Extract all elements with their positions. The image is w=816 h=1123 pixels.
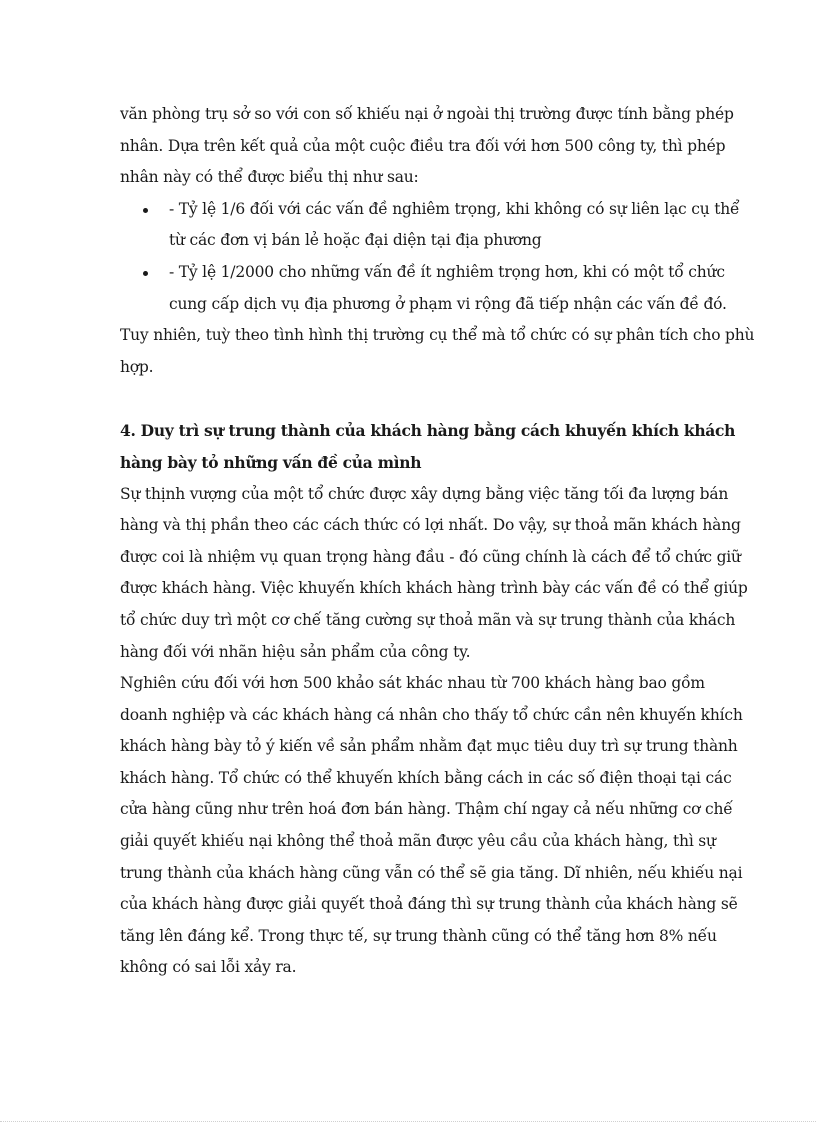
text-line: giải quyết khiếu nại không thể thoả mãn được yêu cầu của khách hàng, thì sự [120, 832, 716, 851]
section-heading [120, 415, 736, 478]
intro-paragraph [120, 99, 734, 194]
text-line: trung thành của khách hàng cũng vẫn có thể sẽ gia tăng. Dĩ nhiên, nếu khiếu nại [120, 863, 743, 882]
bullet-item [120, 194, 740, 257]
bullet-item [120, 257, 727, 320]
bullet-icon [143, 271, 148, 276]
text-line: khách hàng. Tổ chức có thể khuyến khích bằng cách in các số điện thoại tại các [120, 768, 732, 787]
text-line: hàng và thị phần theo các cách thức có lợi nhất. Do vậy, sự thoả mãn khách hàng [120, 516, 741, 535]
text-line: văn phòng trụ sở so với con số khiếu nại ở ngoài thị trường được tính bằng phép [120, 105, 734, 123]
section-paragraph-2 [120, 668, 743, 984]
text-line: được coi là nhiệm vụ quan trọng hàng đầu - đó cũng chính là cách để tổ chức giữ [120, 547, 741, 566]
text-line: nhân. Dựa trên kết quả của một cuộc điều tra đối với hơn 500 công ty, thì phép [120, 136, 726, 155]
text-line: của khách hàng được giải quyết thoả đáng thì sự trung thành của khách hàng sẽ [120, 895, 738, 914]
text-line: Sự thịnh vượng của một tổ chức được xây dựng bằng việc tăng tối đa lượng bán [120, 484, 729, 503]
bullet-list [120, 194, 740, 320]
heading-line: 4. Duy trì sự trung thành của khách hàng bằng cách khuyến khích khách [120, 421, 736, 441]
text-line: hợp. [120, 357, 154, 376]
text-line: - Tỷ lệ 1/6 đối với các vấn đề nghiêm trọng, khi không có sự liên lạc cụ thể [169, 199, 740, 218]
spacer [120, 383, 700, 415]
text-line: Nghiên cứu đối với hơn 500 khảo sát khác nhau từ 700 khách hàng bao gồm [120, 674, 705, 693]
bullet-icon [143, 208, 148, 213]
document-page [120, 99, 755, 984]
text-line: cung cấp dịch vụ địa phương ở phạm vi rộng đã tiếp nhận các vấn đề đó. [169, 294, 727, 313]
text-line: không có sai lỗi xảy ra. [120, 958, 297, 977]
text-line: tổ chức duy trì một cơ chế tăng cường sự thoả mãn và sự trung thành của khách [120, 610, 736, 629]
text-line: nhân này có thể được biểu thị như sau: [120, 168, 419, 187]
text-line: từ các đơn vị bán lẻ hoặc đại diện tại địa phương [169, 231, 542, 250]
text-line: cửa hàng cũng như trên hoá đơn bán hàng. Thậm chí ngay cả nếu những cơ chế [120, 800, 733, 819]
text-line: tăng lên đáng kể. Trong thực tế, sự trung thành cũng có thể tăng hơn 8% nếu [120, 926, 717, 945]
text-line: khách hàng bày tỏ ý kiến về sản phẩm nhằm đạt mục tiêu duy trì sự trung thành [120, 737, 738, 756]
text-line: doanh nghiệp và các khách hàng cá nhân cho thấy tổ chức cần nên khuyến khích [120, 705, 743, 724]
text-line: Tuy nhiên, tuỳ theo tình hình thị trường cụ thể mà tổ chức có sự phân tích cho phù [120, 326, 755, 345]
text-line: được khách hàng. Việc khuyến khích khách hàng trình bày các vấn đề có thể giúp [120, 579, 748, 598]
section-paragraph-1 [120, 479, 748, 669]
after-bullets-paragraph [120, 320, 755, 383]
text-line: hàng đối với nhãn hiệu sản phẩm của công ty. [120, 642, 471, 661]
text-line: - Tỷ lệ 1/2000 cho những vấn đề ít nghiêm trọng hơn, khi có một tổ chức [169, 262, 725, 281]
heading-line: hàng bày tỏ những vấn đề của mình [120, 452, 422, 472]
page-bottom-border [0, 1121, 816, 1122]
